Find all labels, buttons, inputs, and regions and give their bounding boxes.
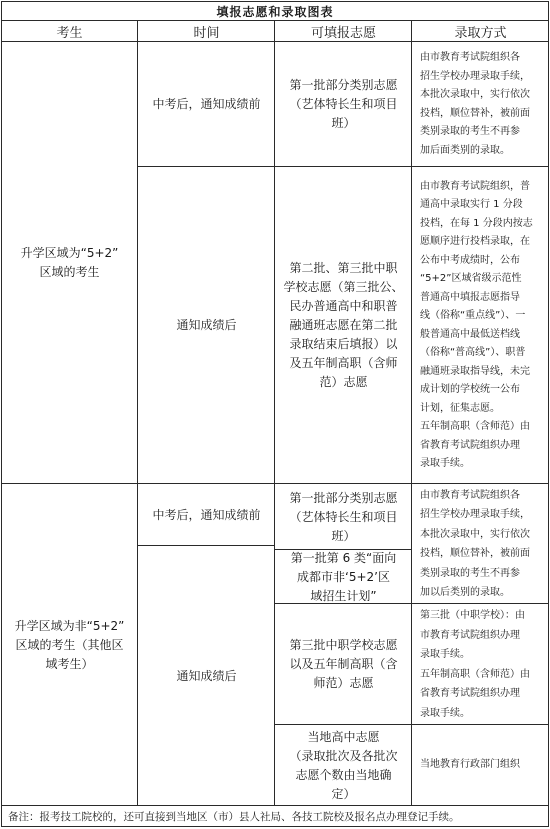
- time-before-results: [138, 484, 275, 546]
- time-before-results: [138, 42, 275, 167]
- choice-label: 第一批部分类别志愿 （艺体特长生和项目 班）: [289, 490, 398, 543]
- choice-batch3: [275, 604, 412, 725]
- candidate-label: 升学区域为“5+2” 区域的考生: [20, 246, 119, 279]
- header-choice: 可填报志愿: [310, 26, 376, 41]
- header-time: 时间: [193, 26, 220, 41]
- mode-text: 由市教育考试院组织各 招生学校办理录取手续， 本批次录取中，实行依次 投档，顺位替补，被前面 类别录取的考生不再参 加后面类别的录取。: [420, 52, 530, 156]
- time-label: 中考后，通知成绩前: [152, 507, 261, 522]
- mode-batch1: [412, 42, 549, 167]
- time-after-results: [138, 167, 275, 484]
- time-label: 通知成绩后: [176, 668, 237, 683]
- table-title: 填报志愿和录取图表: [216, 4, 334, 19]
- candidate-non-5plus2: [1, 484, 138, 806]
- candidate-5plus2: [1, 42, 138, 484]
- choice-local-high-school: [275, 725, 412, 806]
- mode-text: 当地教育行政部门组织: [420, 759, 520, 771]
- time-after-results: [138, 546, 275, 806]
- mode-batch1: [412, 484, 549, 604]
- choice-label: 当地高中志愿 （录取批次及各批次 志愿个数由当地确 定）: [289, 729, 398, 801]
- time-label: 通知成绩后: [176, 318, 237, 332]
- header-candidate: 考生: [56, 26, 83, 41]
- choice-batch1: [275, 42, 412, 167]
- choice-batch1: [275, 484, 412, 550]
- table-border-bottom: [1, 826, 549, 827]
- mode-text: 由市教育考试院组织各 招生学校办理录取手续， 本批次录取中，实行依次 投档，顺位替补，被前面 类别录取的考生不再参 加以后类别的录取。: [420, 489, 530, 598]
- mode-text: 第三批（中职学校）：由 市教育考试院组织办理 录取手续。 五年制高职（含师范）由 省教育考试院组织办理 录取手续。: [420, 610, 530, 719]
- mode-text: 由市教育考试院组织，普 通高中录取实行 1 分段 投档，在每 1 分段内按志 愿顺序进行投档录取，在 公布中考成绩时，公布 “5+2”区域省级示范性 普通高中填报志愿指导 线（俗称“重点线”）、一 般普通高中最低送档线 （俗称“普高线”）、职普 融通班录取指导线，未完 成计划的学校统一公布 计划，征集志愿。 五年制高职（含师范）由 省教育考试院组织办理 录取手续。: [420, 180, 533, 469]
- choice-batch2-3: [275, 167, 412, 484]
- candidate-label: 升学区域为非“5+2” 区域的考生（其他区 域考生）: [14, 618, 125, 671]
- mode-batch2-3: [412, 167, 549, 484]
- choice-label: 第二批、第三批中职 学校志愿（第三批公、 民办普通高中和职普 融通班志愿在第二批 录取结束后填报）以 及五年制高职（含师 范）志愿: [283, 261, 404, 389]
- choice-batch1-type6: [275, 550, 412, 604]
- choice-label: 第一批第 6 类“面向 成都市非‘5+2’区 域招生计划”: [290, 550, 397, 603]
- mode-batch3: [412, 604, 549, 725]
- choice-label: 第三批中职学校志愿 以及五年制高职（含 师范）志愿: [289, 638, 398, 690]
- mode-local: [412, 725, 549, 806]
- footnote: 备注：报考技工院校的，还可直接到当地区（市）县人社局、各技工院校及报名点办理登记手续。: [8, 810, 460, 823]
- time-label: 中考后，通知成绩前: [152, 97, 261, 111]
- choice-label: 第一批部分类别志愿 （艺体特长生和项目 班）: [289, 78, 398, 130]
- header-admission-mode: 录取方式: [454, 26, 507, 41]
